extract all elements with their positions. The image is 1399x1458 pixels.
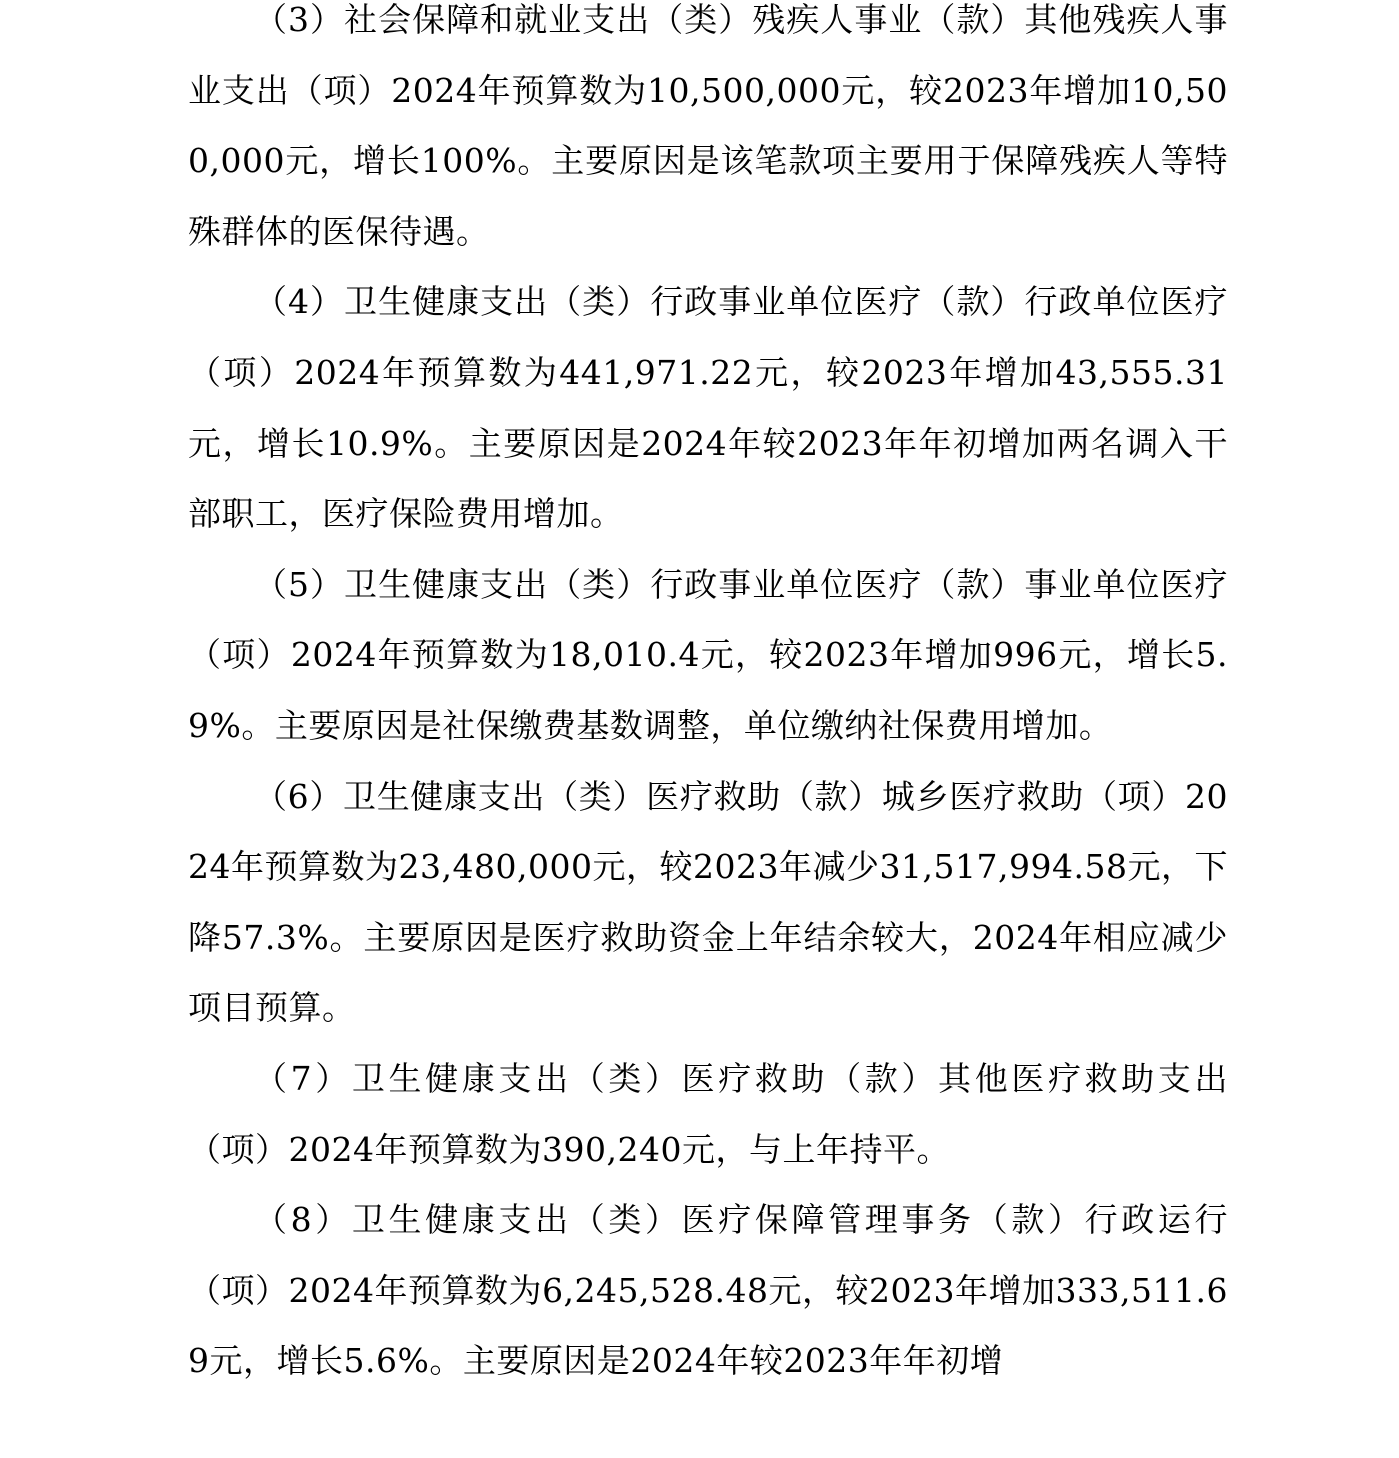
paragraph-4-admin-unit-medical: （4）卫生健康支出（类）行政事业单位医疗（款）行政单位医疗（项）2024年预算数为441,971.22元，较2023年增加43,555.31元，增长10.9%。主要原因是2024年较2023年年初增加两名调入干部职工，医疗保险费用增加。 — [188, 282, 1228, 534]
paragraph-7-other-medical-aid: （7）卫生健康支出（类）医疗救助（款）其他医疗救助支出（项）2024年预算数为390,240元，与上年持平。 — [188, 1058, 1228, 1169]
document-page — [188, 0, 1228, 1397]
paragraph-3-disabled-affairs: （3）社会保障和就业支出（类）残疾人事业（款）其他残疾人事业支出（项）2024年预算数为10,500,000元，较2023年增加10,500,000元，增长100%。主要原因是该笔款项主要用于保障残疾人等特殊群体的医保待遇。 — [188, 0, 1228, 251]
paragraph-6-urban-rural-medical-aid: （6）卫生健康支出（类）医疗救助（款）城乡医疗救助（项）2024年预算数为23,480,000元，较2023年减少31,517,994.58元，下降57.3%。主要原因是医疗救助资金上年结余较大，2024年相应减少项目预算。 — [188, 776, 1228, 1028]
paragraph-8-administrative-operation: （8）卫生健康支出（类）医疗保障管理事务（款）行政运行（项）2024年预算数为6,245,528.48元，较2023年增加333,511.69元，增长5.6%。主要原因是2024年较2023年年初增 — [188, 1200, 1228, 1381]
paragraph-5-public-institution-medical: （5）卫生健康支出（类）行政事业单位医疗（款）事业单位医疗（项）2024年预算数为18,010.4元，较2023年增加996元，增长5.9%。主要原因是社保缴费基数调整，单位缴纳社保费用增加。 — [188, 564, 1228, 745]
